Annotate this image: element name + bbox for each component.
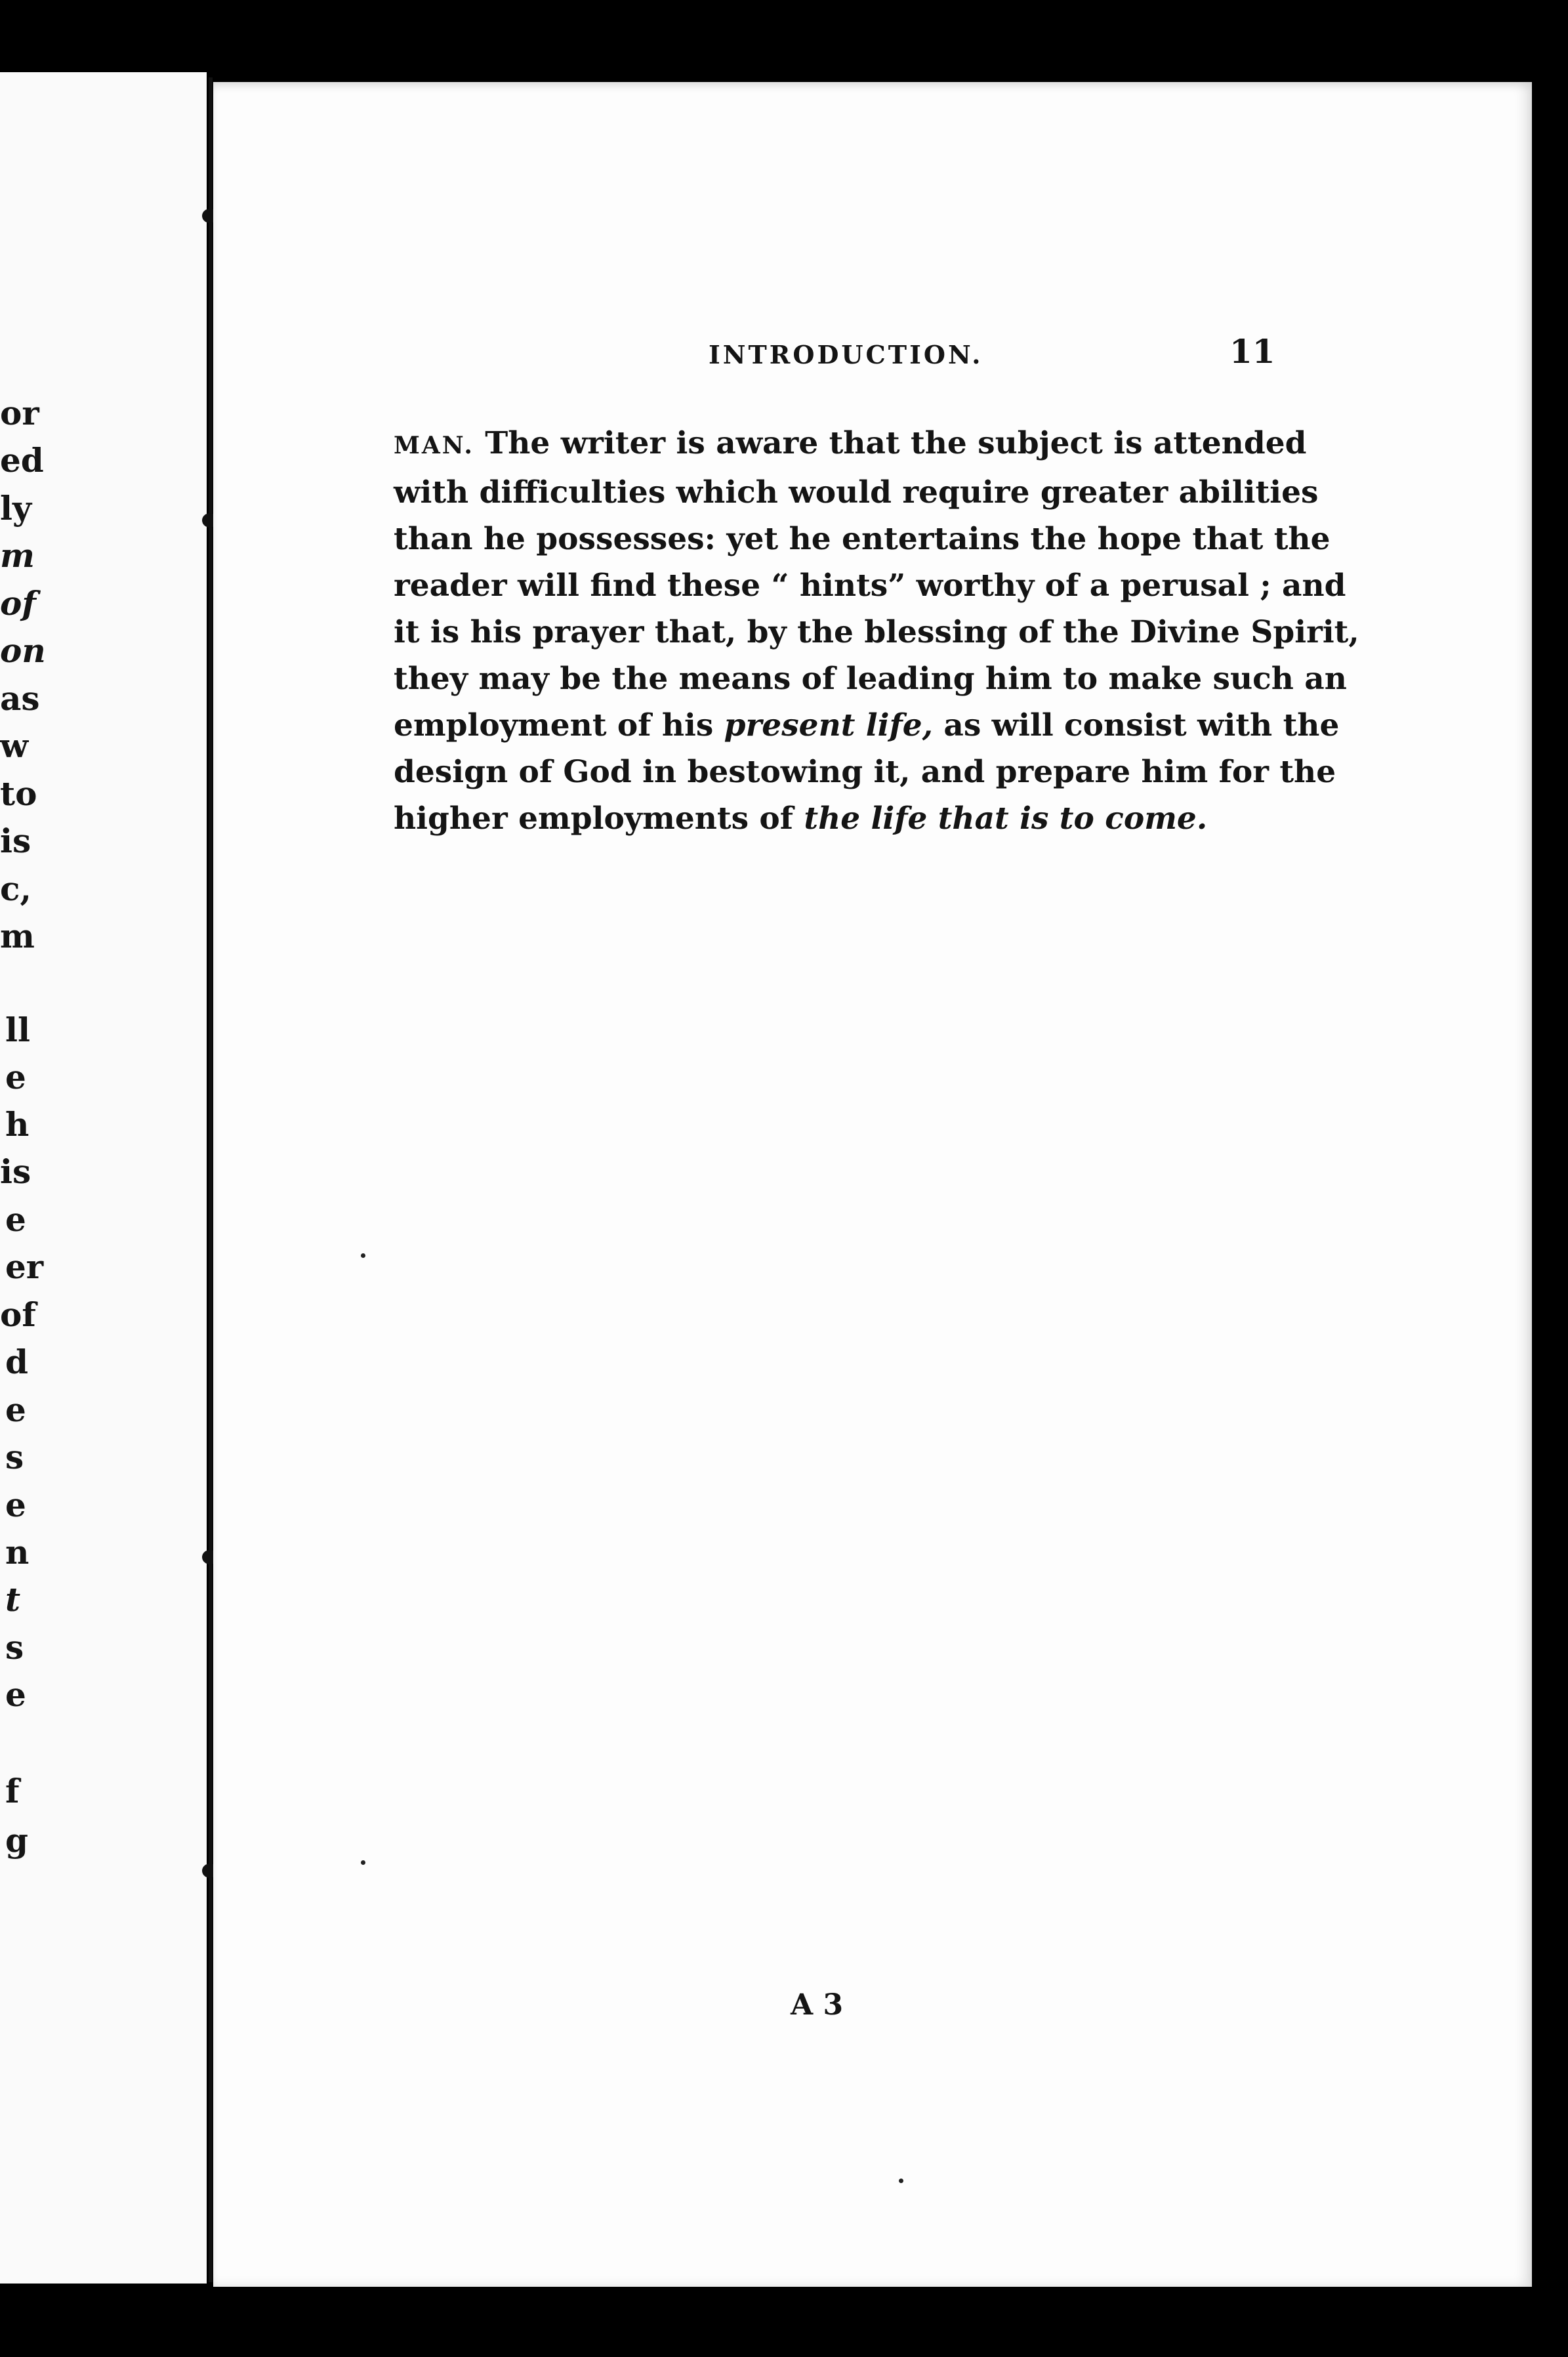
left-page-fragment: ed (0, 441, 44, 480)
running-header: INTRODUCTION. (709, 340, 983, 369)
left-page-fragment: t (5, 1580, 21, 1619)
left-page-fragment: s (5, 1628, 24, 1667)
text-run: reader will find these “ hints” worthy of a perusal ; and (394, 568, 1346, 604)
left-page-fragment: w (0, 726, 29, 765)
signature-mark: A 3 (791, 1988, 844, 2022)
text-run: MAN. (394, 432, 474, 459)
text-run: than he possesses: yet he entertains the hope that the (394, 521, 1331, 557)
left-page-fragment: of (0, 1295, 36, 1334)
left-page-edge (0, 72, 207, 2284)
text-line (394, 420, 1307, 469)
text-line (394, 749, 1336, 795)
left-page-fragment: is (0, 1152, 31, 1191)
left-page-fragment: to (0, 774, 37, 813)
left-page-fragment: h (5, 1105, 30, 1144)
text-run: employment of his (394, 707, 724, 743)
right-page (213, 82, 1532, 2287)
italic-phrase: the life that is to come. (804, 801, 1208, 837)
left-page-fragment: of (0, 584, 36, 623)
text-run: it is his prayer that, by the blessing of the Divine Spirit, (394, 614, 1359, 650)
paper-speck (361, 1860, 365, 1865)
text-line (394, 516, 1331, 562)
text-run: with difficulties which would require greater abilities (394, 474, 1319, 511)
page-number: 11 (1229, 332, 1275, 371)
left-page-fragment: or (0, 394, 39, 432)
left-page-fragment: c, (0, 869, 31, 908)
body-paragraph (394, 420, 1359, 842)
text-line (394, 656, 1347, 702)
text-run: design of God in bestowing it, and prepare him for the (394, 754, 1336, 790)
text-line (394, 562, 1346, 609)
left-page-fragment: m (0, 917, 35, 955)
left-page-fragment: ly (0, 489, 32, 528)
paper-speck (361, 1253, 365, 1258)
left-page-fragment: m (0, 536, 35, 575)
text-line (394, 702, 1340, 749)
left-page-fragment: e (5, 1390, 26, 1429)
left-page-fragment: ll (5, 1011, 30, 1049)
left-page-fragment: s (5, 1438, 24, 1476)
left-page-fragment: on (0, 631, 46, 670)
left-page-fragment: as (0, 679, 40, 718)
left-page-fragment: e (5, 1675, 26, 1714)
left-page-fragment: e (5, 1486, 26, 1524)
text-run: they may be the means of leading him to make such an (394, 661, 1347, 697)
text-run: as will consist with the (933, 707, 1340, 743)
italic-phrase: present life, (724, 707, 934, 743)
left-page-fragment: f (5, 1772, 20, 1810)
left-page-fragment: e (5, 1058, 26, 1096)
left-page-fragment: is (0, 822, 31, 860)
left-page-fragment: d (5, 1343, 28, 1381)
left-page-text-fragments (0, 72, 207, 2284)
left-page-fragment: er (5, 1247, 44, 1286)
left-page-fragment: g (5, 1821, 28, 1860)
left-page-fragment: e (5, 1200, 26, 1239)
text-line (394, 609, 1359, 656)
binding-gutter (209, 77, 213, 2282)
text-run: higher employments of (394, 801, 804, 837)
text-line (394, 469, 1319, 516)
left-page-fragment: n (5, 1533, 30, 1572)
text-line (394, 795, 1266, 842)
paper-speck (899, 2179, 903, 2183)
text-run: The writer is aware that the subject is attended (474, 425, 1307, 461)
